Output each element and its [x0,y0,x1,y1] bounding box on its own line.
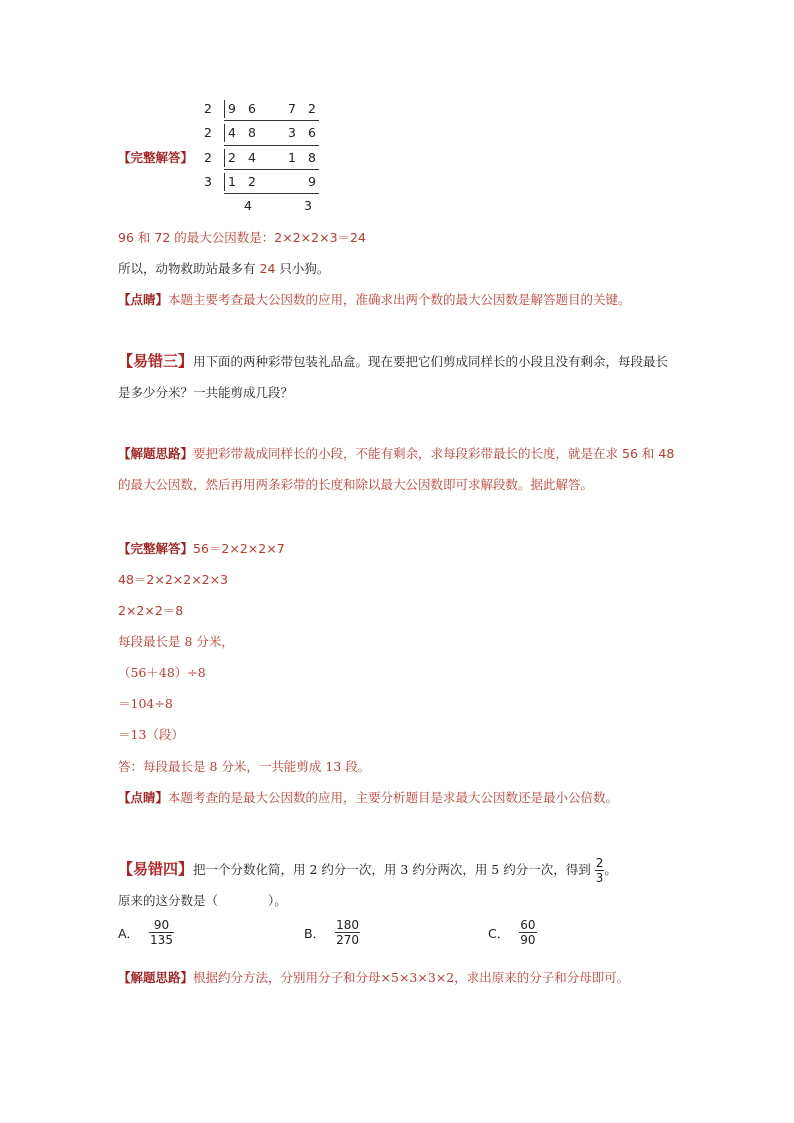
answer-step: （56＋48）÷8 [118,665,206,680]
fraction-denominator: 3 [595,871,604,885]
gcf-number: 96 [118,230,134,245]
answer-step: 48＝2×2×2×2×3 [118,572,229,587]
ladder-row [204,124,324,142]
dianjing-1 [118,284,678,315]
thought-number: 48 [658,446,675,461]
answer-step: 2×2×2＝8 [118,603,184,618]
ladder-digit: 2 [308,101,316,116]
fraction-denominator: 270 [336,933,359,947]
ladder-row [204,149,324,167]
ladder-digit: 8 [248,125,256,140]
answer-tag: 【完整解答】 [118,541,194,556]
option-label: A． [118,925,140,941]
ladder-digit: 7 [288,101,296,116]
gcf-text: 的最大公因数是： [174,230,275,245]
ladder-digit: 2 [228,150,236,165]
section-tag: 【易错四】 [118,860,194,878]
answer-step: 56＝2×2×2×7 [193,541,285,556]
option-b[interactable] [304,918,360,947]
ladder-divisor: 2 [204,150,212,165]
ladder-digit: 6 [248,101,256,116]
ladder-divisor: 3 [204,174,212,189]
fraction-numerator: 60 [520,918,536,932]
thought-tag: 【解题思路】 [118,446,194,461]
question-text: 用下面的两种彩带包装礼品盒。现在要把它们剪成同样长的小段且没有剩余，每段最长是多少分米？一共能剪成几段？ [118,354,669,400]
ladder-digit: 6 [308,125,316,140]
option-fraction [335,918,360,947]
ladder-row [204,100,324,118]
ladder-bar [224,145,319,146]
thought-number: 56 [622,446,638,461]
fraction-denominator: 135 [150,933,173,947]
ladder-bar [224,173,225,191]
option-a[interactable] [118,918,174,947]
answer-step: ＝13（段） [118,727,184,742]
thought-text: 根据约分方法，分别用分子和分母×5×3×3×2，求出原来的分子和分母即可。 [193,970,630,985]
thought-text: 和 [641,446,655,461]
answer-step: ＝104÷8 [118,696,173,711]
ladder-bar [224,120,319,121]
ladder-digit: 4 [228,125,236,140]
ladder-digit: 1 [288,150,296,165]
ladder-digit: 4 [248,150,256,165]
question-text: 。 [604,862,617,877]
option-c[interactable] [488,918,537,947]
conclusion-number: 24 [259,261,276,276]
gcf-expression: 2×2×2×3＝24 [274,230,366,245]
dianjing-tag: 【点睛】 [118,790,169,805]
complete-answer-label: 【完整解答】 [118,150,194,165]
ladder-digit: 9 [228,101,236,116]
ladder-digit: 4 [244,198,252,213]
ladder-digit: 2 [248,174,256,189]
thought-text: 的最大公因数，然后再用两条彩带的长度和除以最大公因数即可求解段数。据此解答。 [118,477,594,492]
option-label: C． [488,925,510,941]
option-label: B． [304,925,326,941]
dianjing-3 [118,782,678,813]
conclusion-text: 只小狗。 [279,261,330,276]
conclusion-line [118,260,329,278]
thought-4 [118,962,678,993]
question-4-line-2: 原来的这分数是（ ）。 [118,893,287,908]
thought-tag: 【解题思路】 [118,970,194,985]
option-fraction [149,918,174,947]
ladder-digit: 3 [304,198,312,213]
dianjing-text: 本题主要考查最大公因数的应用，准确求出两个数的最大公因数是解答题目的关键。 [168,292,631,307]
answer-final: 答：每段最长是 8 分米，一共能剪成 13 段。 [118,759,371,774]
ladder-bar [224,193,319,194]
fraction-numerator: 180 [336,918,359,932]
dianjing-text: 本题考查的是最大公因数的应用，主要分析题目是求最大公因数还是最小公倍数。 [168,790,619,805]
answer-line-1 [118,540,285,558]
fraction-numerator: 2 [595,856,604,870]
fraction-numerator: 90 [153,918,170,932]
gcf-connector: 和 [137,230,151,245]
ladder-digit: 8 [308,150,316,165]
answer-step: 每段最长是 8 分米， [118,634,234,649]
ladder-digit: 1 [228,174,236,189]
dianjing-tag: 【点睛】 [118,292,169,307]
ladder-row [204,197,324,215]
question-4 [118,856,617,885]
question-3 [118,346,678,408]
thought-text: 要把彩带裁成同样长的小段，不能有剩余，求每段彩带最长的长度，就是在求 [193,446,619,461]
gcf-line [118,229,366,247]
thought-3 [118,438,678,500]
ladder-bar [224,149,225,167]
option-fraction [519,918,536,947]
ladder-bar [224,100,225,118]
ladder-bar [224,124,225,142]
result-fraction [595,856,605,885]
ladder-bar [224,169,319,170]
ladder-divisor: 2 [204,101,212,116]
ladder-divisor: 2 [204,125,212,140]
ladder-digit: 3 [288,125,296,140]
conclusion-text: 所以，动物救助站最多有 [118,261,256,276]
division-ladder [204,100,324,220]
ladder-row [204,173,324,191]
fraction-denominator: 90 [520,933,536,947]
section-tag: 【易错三】 [118,352,194,370]
question-text: 把一个分数化简，用 2 约分一次，用 3 约分两次，用 5 约分一次，得到 [193,862,591,877]
gcf-number: 72 [154,230,171,245]
ladder-digit: 9 [308,174,316,189]
